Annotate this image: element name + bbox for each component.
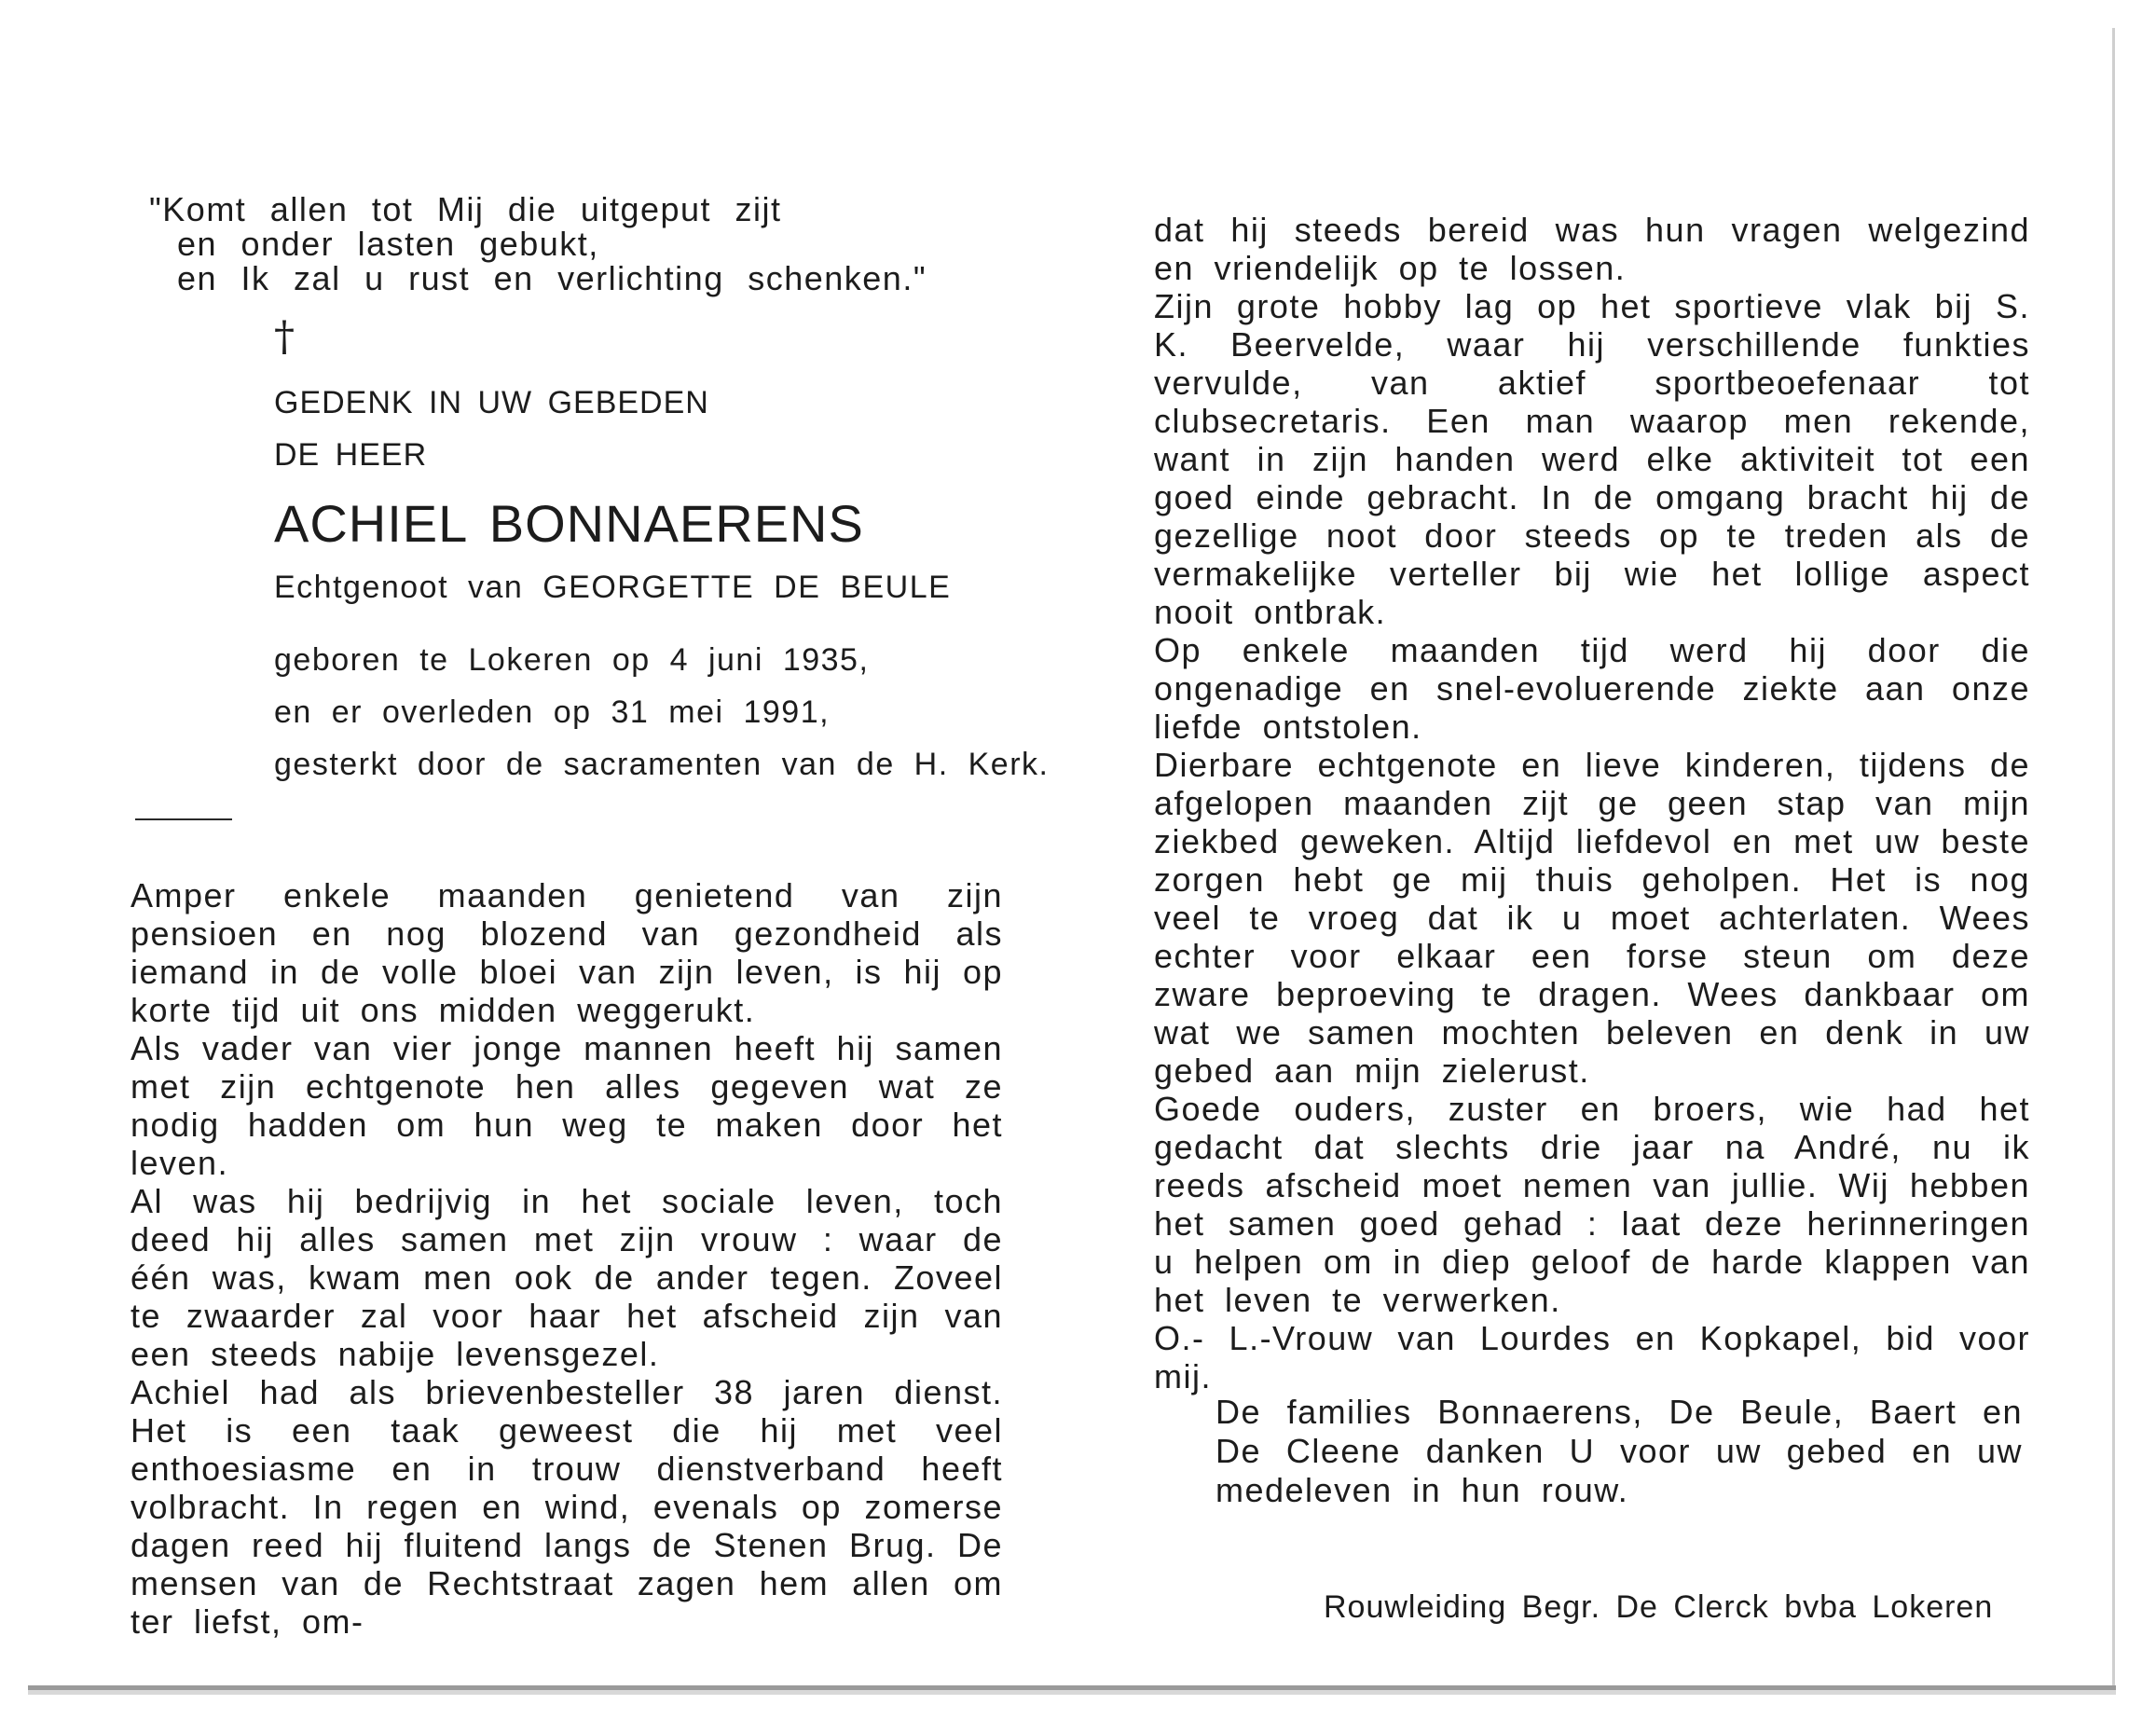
card-shadow <box>28 1690 2116 1695</box>
paragraph: Goede ouders, zuster en broers, wie had het gedacht dat slechts drie jaar na André, nu ik reeds afscheid moet nemen van jullie. Wij hebben het samen goed gehad : laat deze herinneringen u helpen om in diep geloof de harde klappen van het leven te verwerken. <box>1154 1090 2030 1319</box>
left-column-text <box>130 876 1003 1641</box>
cross-icon: † <box>274 313 295 361</box>
life-dates <box>274 634 1049 790</box>
sacraments-line: gesterkt door de sacramenten van de H. Kerk. <box>274 747 1050 782</box>
paragraph: Op enkele maanden tijd werd hij door die ongenadige en snel-evoluerende ziekte aan onze liefde ontstolen. <box>1154 631 2030 746</box>
families-thanks: De families Bonnaerens, De Beule, Baert en De Cleene danken U voor uw gebed en uw medeleven in hun rouw. <box>1215 1393 2023 1509</box>
undertaker-line: Rouwleiding Begr. De Clerck bvba Lokeren <box>1324 1589 1994 1625</box>
paragraph: Zijn grote hobby lag op het sportieve vlak bij S. K. Beervelde, waar hij verschillende funkties vervulde, van aktief sportbeoefenaar tot clubsecretaris. Een man waarop men rekende, want in zijn handen werd elke aktiviteit tot een goed einde gebracht. In de omgang bracht hij de gezellige noot door steeds op te treden als de vermakelijke verteller bij wie het lollige aspect nooit ontbrak. <box>1154 287 2030 631</box>
paragraph: dat hij steeds bereid was hun vragen welgezind en vriendelijk op te lossen. <box>1154 211 2030 287</box>
remember-heading: GEDENK IN UW GEBEDEN <box>274 385 709 420</box>
paragraph: O.- L.-Vrouw van Lourdes en Kopkapel, bid voor mij. <box>1154 1319 2030 1395</box>
paragraph: Als vader van vier jonge mannen heeft hij samen met zijn echtgenote hen alles gegeven wat ze nodig hadden om hun weg te maken door het leven. <box>130 1029 1003 1182</box>
paragraph: Al was hij bedrijvig in het sociale leven, toch deed hij alles samen met zijn vrouw : waar de één was, kwam men ook de ander tegen. Zoveel te zwaarder zal voor haar het afscheid zijn van een steeds nabije levensgezel. <box>130 1182 1003 1373</box>
deceased-name: ACHIEL BONNAERENS <box>274 494 864 553</box>
quote-line: "Komt allen tot Mij die uitgeput zijt <box>149 190 782 228</box>
quote-line: en Ik zal u rust en verlichting schenken." <box>177 259 927 297</box>
divider <box>135 818 232 820</box>
death-line: en er overleden op 31 mei 1991, <box>274 694 831 730</box>
paragraph: Amper enkele maanden genietend van zijn pensioen en nog blozend van gezondheid als iemand in de volle bloei van zijn leven, is hij op korte tijd uit ons midden weggerukt. <box>130 876 1003 1029</box>
spouse-line: Echtgenoot van GEORGETTE DE BEULE <box>274 570 952 605</box>
paragraph: Achiel had als brievenbesteller 38 jaren dienst. Het is een taak geweest die hij met veel enthoesiasme en in trouw dienstverband heeft volbracht. In regen en wind, evenals op zomerse dagen reed hij fluitend langs de Stenen Brug. De mensen van de Rechtstraat zagen hem allen om ter liefst, om- <box>130 1373 1003 1641</box>
card-edge <box>2112 28 2115 1687</box>
title-line: DE HEER <box>274 437 428 473</box>
birth-line: geboren te Lokeren op 4 juni 1935, <box>274 642 870 678</box>
quote-line: en onder lasten gebukt, <box>177 225 599 263</box>
paragraph: Dierbare echtgenote en lieve kinderen, tijdens de afgelopen maanden zijt ge geen stap van mijn ziekbed geweken. Altijd liefdevol en met uw beste zorgen hebt ge mij thuis geholpen. Het is nog veel te vroeg dat ik u moet achterlaten. Wees echter voor elkaar een forse steun om deze zware beproeving te dragen. Wees dankbaar om wat we samen mochten beleven en denk in uw gebed aan mijn zielerust. <box>1154 746 2030 1090</box>
bible-quote <box>149 192 927 296</box>
right-column-text <box>1154 211 2030 1395</box>
